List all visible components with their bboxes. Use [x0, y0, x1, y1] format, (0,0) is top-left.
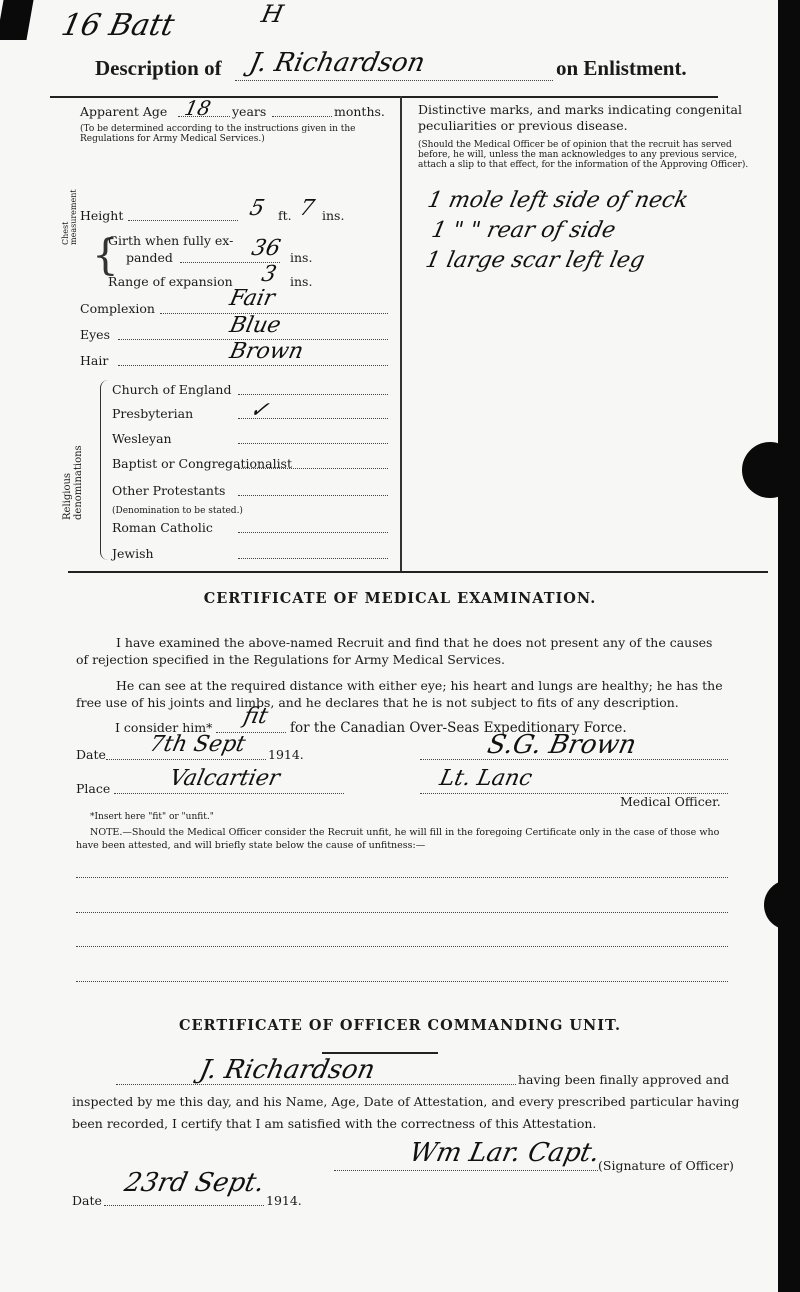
complexion-label: Complexion: [80, 301, 155, 316]
religion-line: [238, 558, 388, 559]
religion-line: [238, 443, 388, 444]
force-label: for the Canadian Over-Seas Expeditionary Force.: [290, 720, 627, 736]
commanding-year: 1914.: [266, 1193, 302, 1208]
marks-note: (Should the Medical Officer be of opinion that the recruit has served before, he will, unless the man acknowledges to any previous service, attach a slip to that effect, for the information of the Approving Officer).: [418, 140, 749, 170]
unfit-line[interactable]: [76, 912, 728, 913]
unfit-line[interactable]: [76, 877, 728, 878]
scan-edge: [0, 0, 34, 40]
commanding-line-1: having been finally approved and: [518, 1072, 730, 1087]
commanding-line-2: inspected by me this day, and his Name, Age, Date of Attestation, and every prescribed particular having: [72, 1094, 740, 1109]
religion-option: Church of England: [112, 382, 232, 397]
unfit-line[interactable]: [76, 946, 728, 947]
ins-label: ins.: [290, 274, 313, 289]
religion-option: Baptist or Congregationalist: [112, 456, 292, 471]
commanding-date: 23rd Sept.: [121, 1168, 268, 1198]
ins-label: ins.: [322, 208, 345, 223]
place-label: Place: [76, 781, 111, 796]
insert-note: *Insert here "fit" or "unfit.": [90, 812, 214, 822]
girth-label-2: panded: [126, 250, 173, 265]
commanding-recruit-name: J. Richardson: [196, 1055, 378, 1085]
range-value: 3: [259, 262, 279, 287]
girth-value: 36: [249, 236, 283, 261]
punch-hole: [742, 442, 798, 498]
corner-mark: H: [259, 0, 286, 28]
religion-option: Roman Catholic: [112, 520, 213, 535]
unfit-line[interactable]: [76, 981, 728, 982]
consider-label: I consider him*: [115, 720, 213, 735]
medical-date: 7th Sept: [147, 732, 248, 757]
religion-line: [238, 468, 388, 469]
months-label: months.: [334, 104, 385, 119]
hair-value: Brown: [227, 339, 306, 364]
height-label: Height: [80, 208, 124, 223]
ft-label: ft.: [278, 208, 292, 223]
religion-mark: ✓: [247, 398, 272, 423]
mark-entry: 1 large scar left leg: [423, 248, 647, 273]
medical-title: CERTIFICATE OF MEDICAL EXAMINATION.: [203, 590, 597, 607]
marks-heading: Distinctive marks, and marks indicating congenital peculiarities or previous disease.: [418, 102, 742, 133]
mark-entry: 1 mole left side of neck: [425, 188, 691, 213]
battalion-note: 16 Batt: [58, 8, 178, 43]
hair-label: Hair: [80, 353, 109, 368]
religion-option: Wesleyan: [112, 431, 172, 446]
officer-signature: S.G. Brown: [484, 730, 639, 760]
religion-option: Jewish: [112, 546, 154, 561]
mark-entry: 1 " " rear of side: [429, 218, 618, 243]
scan-edge-right: [778, 0, 800, 1292]
date-label: Date: [76, 747, 106, 762]
title-suffix: on Enlistment.: [556, 56, 687, 80]
ins-label: ins.: [290, 250, 313, 265]
commanding-signature: Wm Lar. Capt.: [406, 1138, 603, 1168]
range-label: Range of expansion: [108, 274, 233, 289]
commanding-title: CERTIFICATE OF OFFICER COMMANDING UNIT.: [178, 1017, 622, 1034]
age-label: Apparent Age: [80, 104, 168, 119]
eyes-label: Eyes: [80, 327, 110, 342]
medical-para-2: He can see at the required distance with either eye; his heart and lungs are healthy; he has the free use of his joints and limbs, and he declares that he is not subject to fits of any description.: [76, 678, 723, 710]
religions-label: Religious denominations: [62, 445, 84, 520]
complexion-value: Fair: [227, 286, 278, 311]
religion-line: [238, 532, 388, 533]
chest-label: Chest measurement: [61, 189, 78, 245]
unfit-note: NOTE.—Should the Medical Officer consider the Recruit unfit, he will fill in the foregoing Certificate only in the case of those who have been attested, and will briefly state below the cause of unfitness:—: [76, 827, 720, 851]
title-prefix: Description of: [95, 56, 222, 80]
place-value: Valcartier: [167, 766, 283, 791]
age-years: 18: [182, 96, 214, 120]
medical-officer-label: Medical Officer.: [620, 794, 721, 809]
eyes-value: Blue: [227, 313, 284, 338]
punch-hole: [764, 880, 800, 930]
officer-rank: Lt. Lanc: [437, 766, 535, 791]
religion-option: Other Protestants: [112, 483, 226, 498]
denomination-note: (Denomination to be stated.): [112, 506, 243, 516]
height-ft: 5: [247, 196, 267, 221]
enlistment-document: 16 Batt H Description of J. Richardson on Enlistment. Apparent Age 18 years months. (To be determined according to the instructions given in the Regulations for Army Medical Services.) Height 5 ft. 7 ins. Chest measurement { Girth when fully ex- panded 36 ins. Range of expansion 3 ins. Complexion Fair Eyes Blue Hair Brown Religious denominations Church of England Presbyterian Wesleyan Baptist or Congregationalist Other Protestants Roman Catholic Jewish (Denomination to be stated.) ✓ Distinctive marks, and marks indicating congenital peculiarities or previous disease. (Should the Medical Officer be of opinion that the recruit has served before, he will, unless the man acknowledges to any previous service, attach a slip to that effect, for the information of the Approving Officer). 1 mole left side of neck 1 " " rear of side 1 large scar left leg CERTIFICATE OF MEDICAL EXAMINATION. I have examined the above-named Recruit and find that he does not present any of the causes of rejection specified in the Regulations for Army Medical Services. He can see at the required distance with either eye; his heart and lungs are healthy; he has the free use of his joints and limbs, and he declares that he is not subject to fits of any description. I consider him* fit for the Canadian Over-Seas Expeditionary Force. Date 7th Sept 1914. S.G. Brown Place Valcartier Lt. Lanc Medical Officer. *Insert here "fit" or "unfit." NOTE.—Should the Medical Officer consider the Recruit unfit, he will fill in the foregoing Certificate only in the case of those who have been attested, and will briefly state below the cause of unfitness:— CERTIFICATE OF OFFICER COMMANDING UNIT. J. Richardson having been finally approved and inspected by me this day, and his Name, Age, Date of Attestation, and every prescribed particular having been recorded, I certify that I am satisfied with the correctness of this Attestation. Wm Lar. Capt. (Signature of Officer) Date 23rd Sept. 1914.: [0, 0, 800, 1292]
girth-label: Girth when fully ex-: [108, 233, 234, 248]
consider-value: fit: [241, 704, 271, 729]
commanding-date-label: Date: [72, 1193, 102, 1208]
height-in: 7: [297, 196, 317, 221]
signature-label: (Signature of Officer): [598, 1158, 734, 1173]
religion-line: [238, 495, 388, 496]
column-divider: [400, 96, 402, 572]
religion-line: [238, 394, 388, 395]
year: 1914.: [268, 747, 304, 762]
age-note: (To be determined according to the instructions given in the Regulations for Army Medical Services.): [80, 124, 356, 144]
years-label: years: [232, 104, 267, 119]
recruit-name: J. Richardson: [246, 48, 428, 78]
medical-para-1: I have examined the above-named Recruit and find that he does not present any of the causes of rejection specified in the Regulations for Army Medical Services.: [76, 635, 713, 667]
commanding-line-3: been recorded, I certify that I am satisfied with the correctness of this Attestation.: [72, 1116, 597, 1131]
religion-option: Presbyterian: [112, 406, 194, 421]
